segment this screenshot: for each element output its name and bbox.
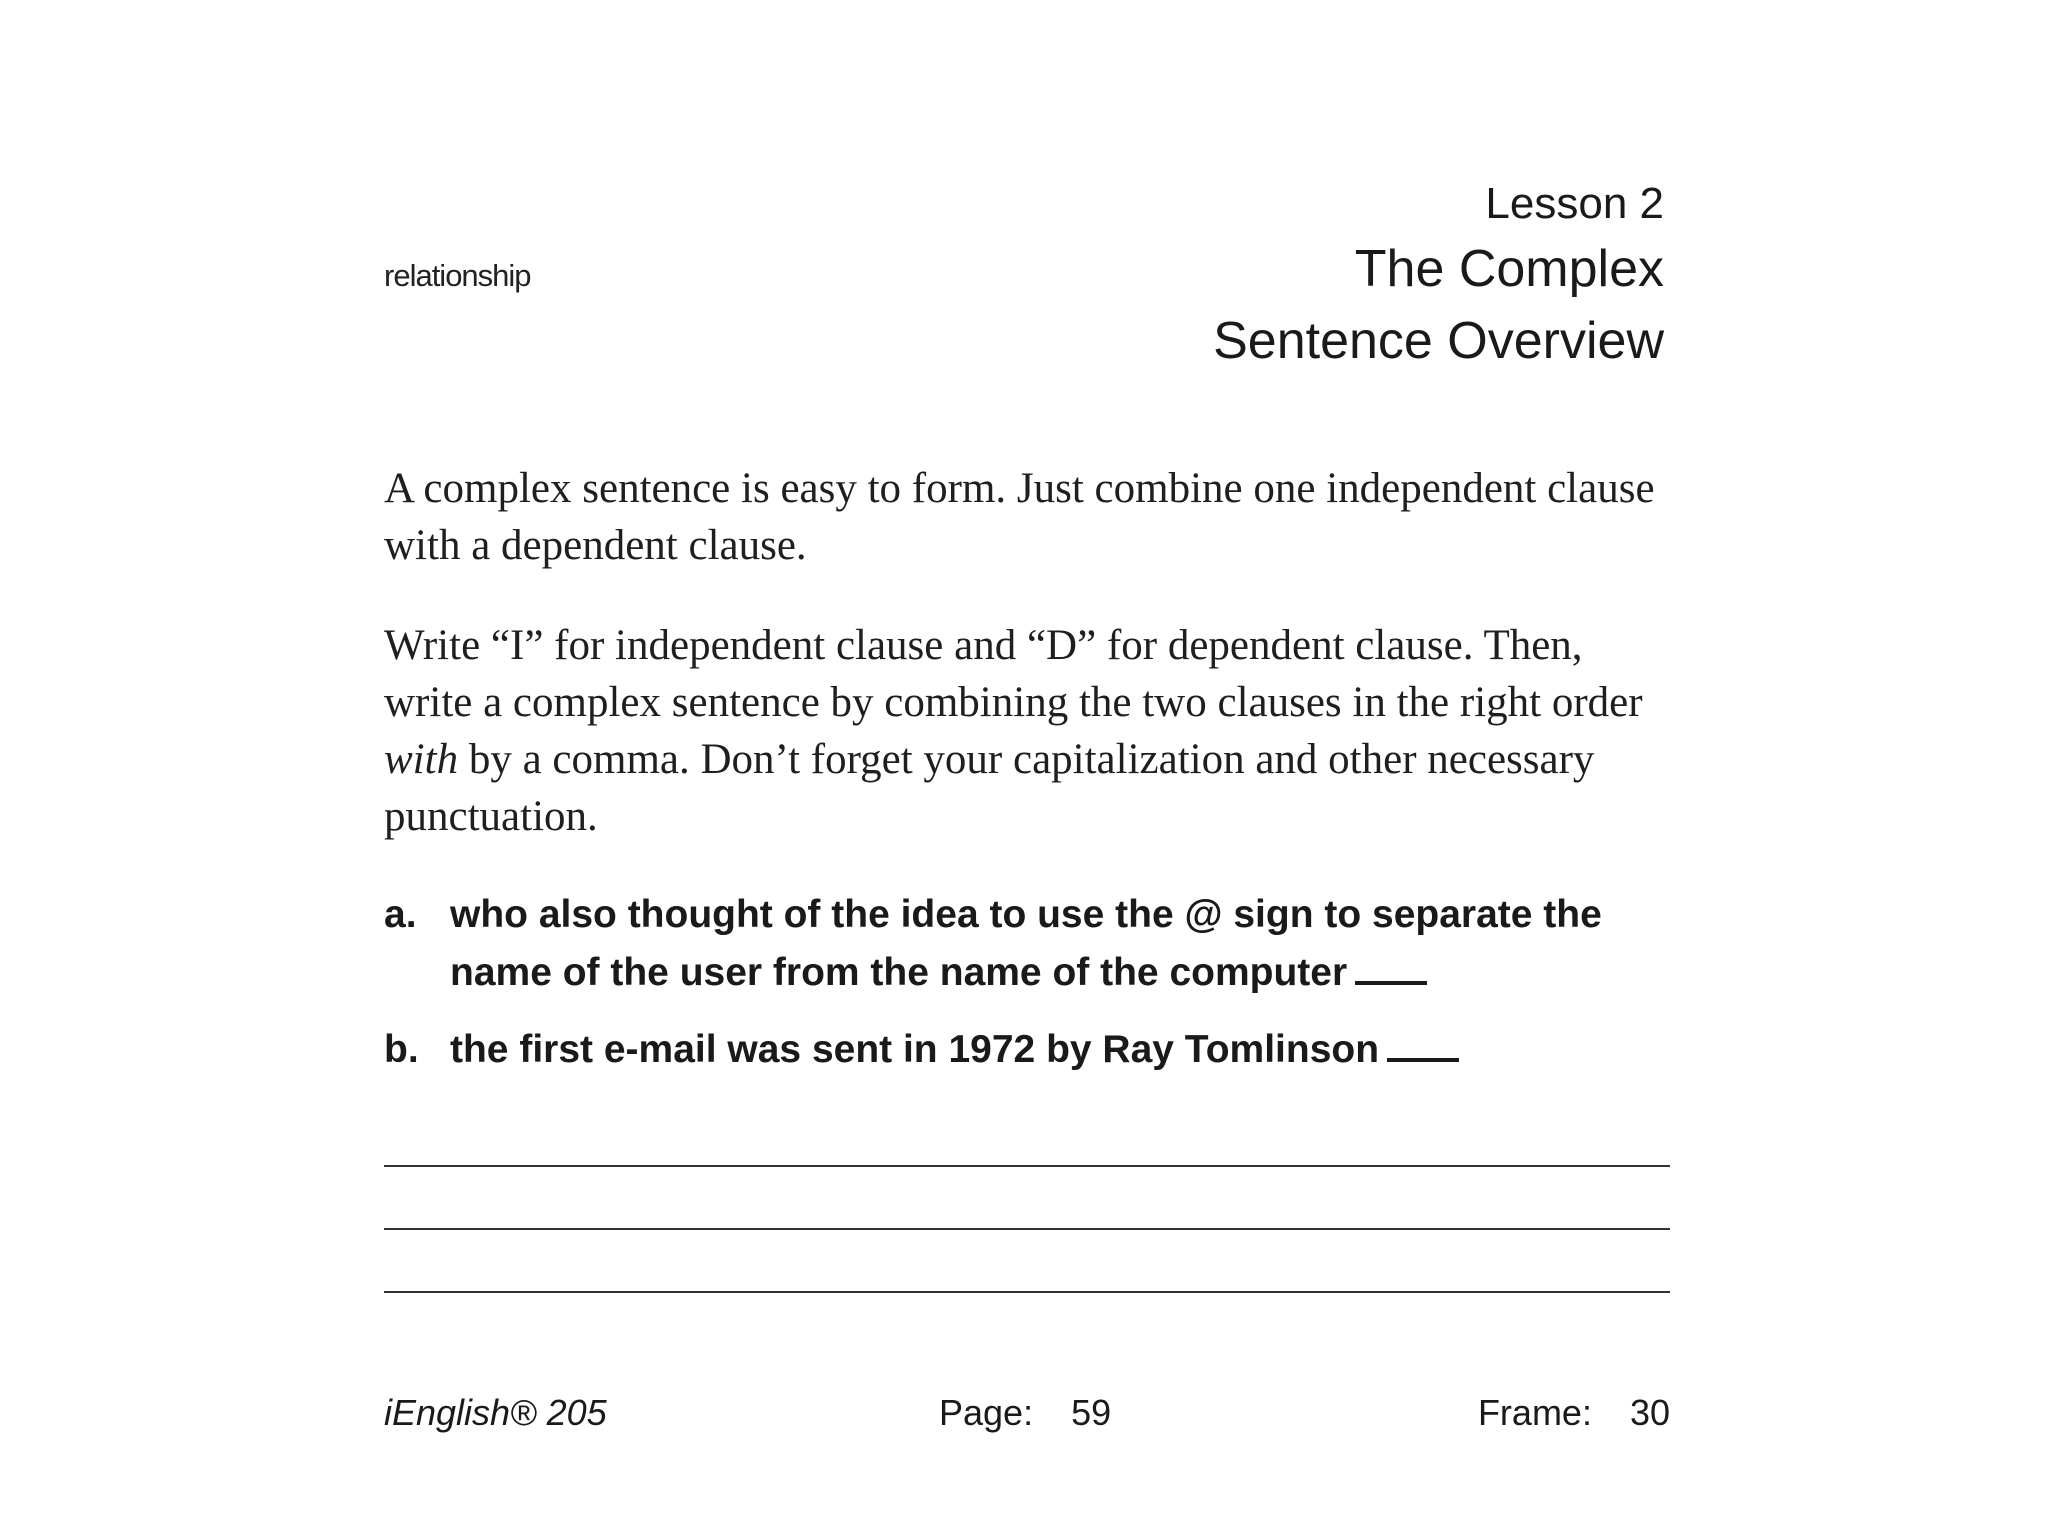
- clause-type-blank[interactable]: [1387, 1028, 1459, 1062]
- lesson-title-line-1: The Complex: [1354, 240, 1664, 298]
- lesson-number: Lesson 2: [1485, 179, 1664, 228]
- instructions-emphasis: with: [384, 736, 459, 783]
- clause-item-b: [384, 1021, 1684, 1079]
- instructions-text-start: Write “I” for independent clause and “D” for dependent clause. Then, write a complex sentence by combining the two clauses in the right order: [384, 622, 1643, 726]
- clause-text-container: [450, 1021, 1684, 1079]
- vocabulary-keyword: relationship: [384, 258, 531, 293]
- frame-label: Frame:: [1477, 1392, 1592, 1433]
- answer-line[interactable]: [384, 1228, 1670, 1230]
- item-marker: b.: [384, 1028, 419, 1071]
- clause-text: who also thought of the idea to use the @ sign to separate the name of the user from the name of the computer: [450, 893, 1602, 994]
- clause-text-container: [450, 886, 1684, 1002]
- page-indicator: [939, 1392, 1111, 1434]
- answer-writing-area[interactable]: [384, 1165, 1670, 1354]
- item-marker: a.: [384, 893, 417, 936]
- page-number: 59: [1071, 1392, 1112, 1433]
- clause-list: [384, 886, 1684, 1098]
- clause-item-a: [384, 886, 1684, 1002]
- page-label: Page:: [939, 1392, 1034, 1433]
- course-name: iEnglish® 205: [384, 1392, 607, 1433]
- frame-indicator: [1478, 1392, 1670, 1434]
- page-footer: [384, 1392, 1670, 1442]
- instructions-text-end: by a comma. Don’t forget your capitalization and other necessary punctuation.: [384, 736, 1595, 840]
- instructions-paragraph: [384, 617, 1674, 845]
- answer-line[interactable]: [384, 1291, 1670, 1293]
- clause-text: the first e-mail was sent in 1972 by Ray Tomlinson: [450, 1028, 1380, 1071]
- lesson-title-line-2: Sentence Overview: [1213, 312, 1664, 370]
- clause-type-blank[interactable]: [1355, 951, 1427, 985]
- answer-line[interactable]: [384, 1165, 1670, 1167]
- intro-paragraph: A complex sentence is easy to form. Just combine one independent clause with a dependent clause.: [384, 465, 1655, 569]
- frame-number: 30: [1629, 1392, 1670, 1433]
- lesson-header: [1213, 175, 1664, 377]
